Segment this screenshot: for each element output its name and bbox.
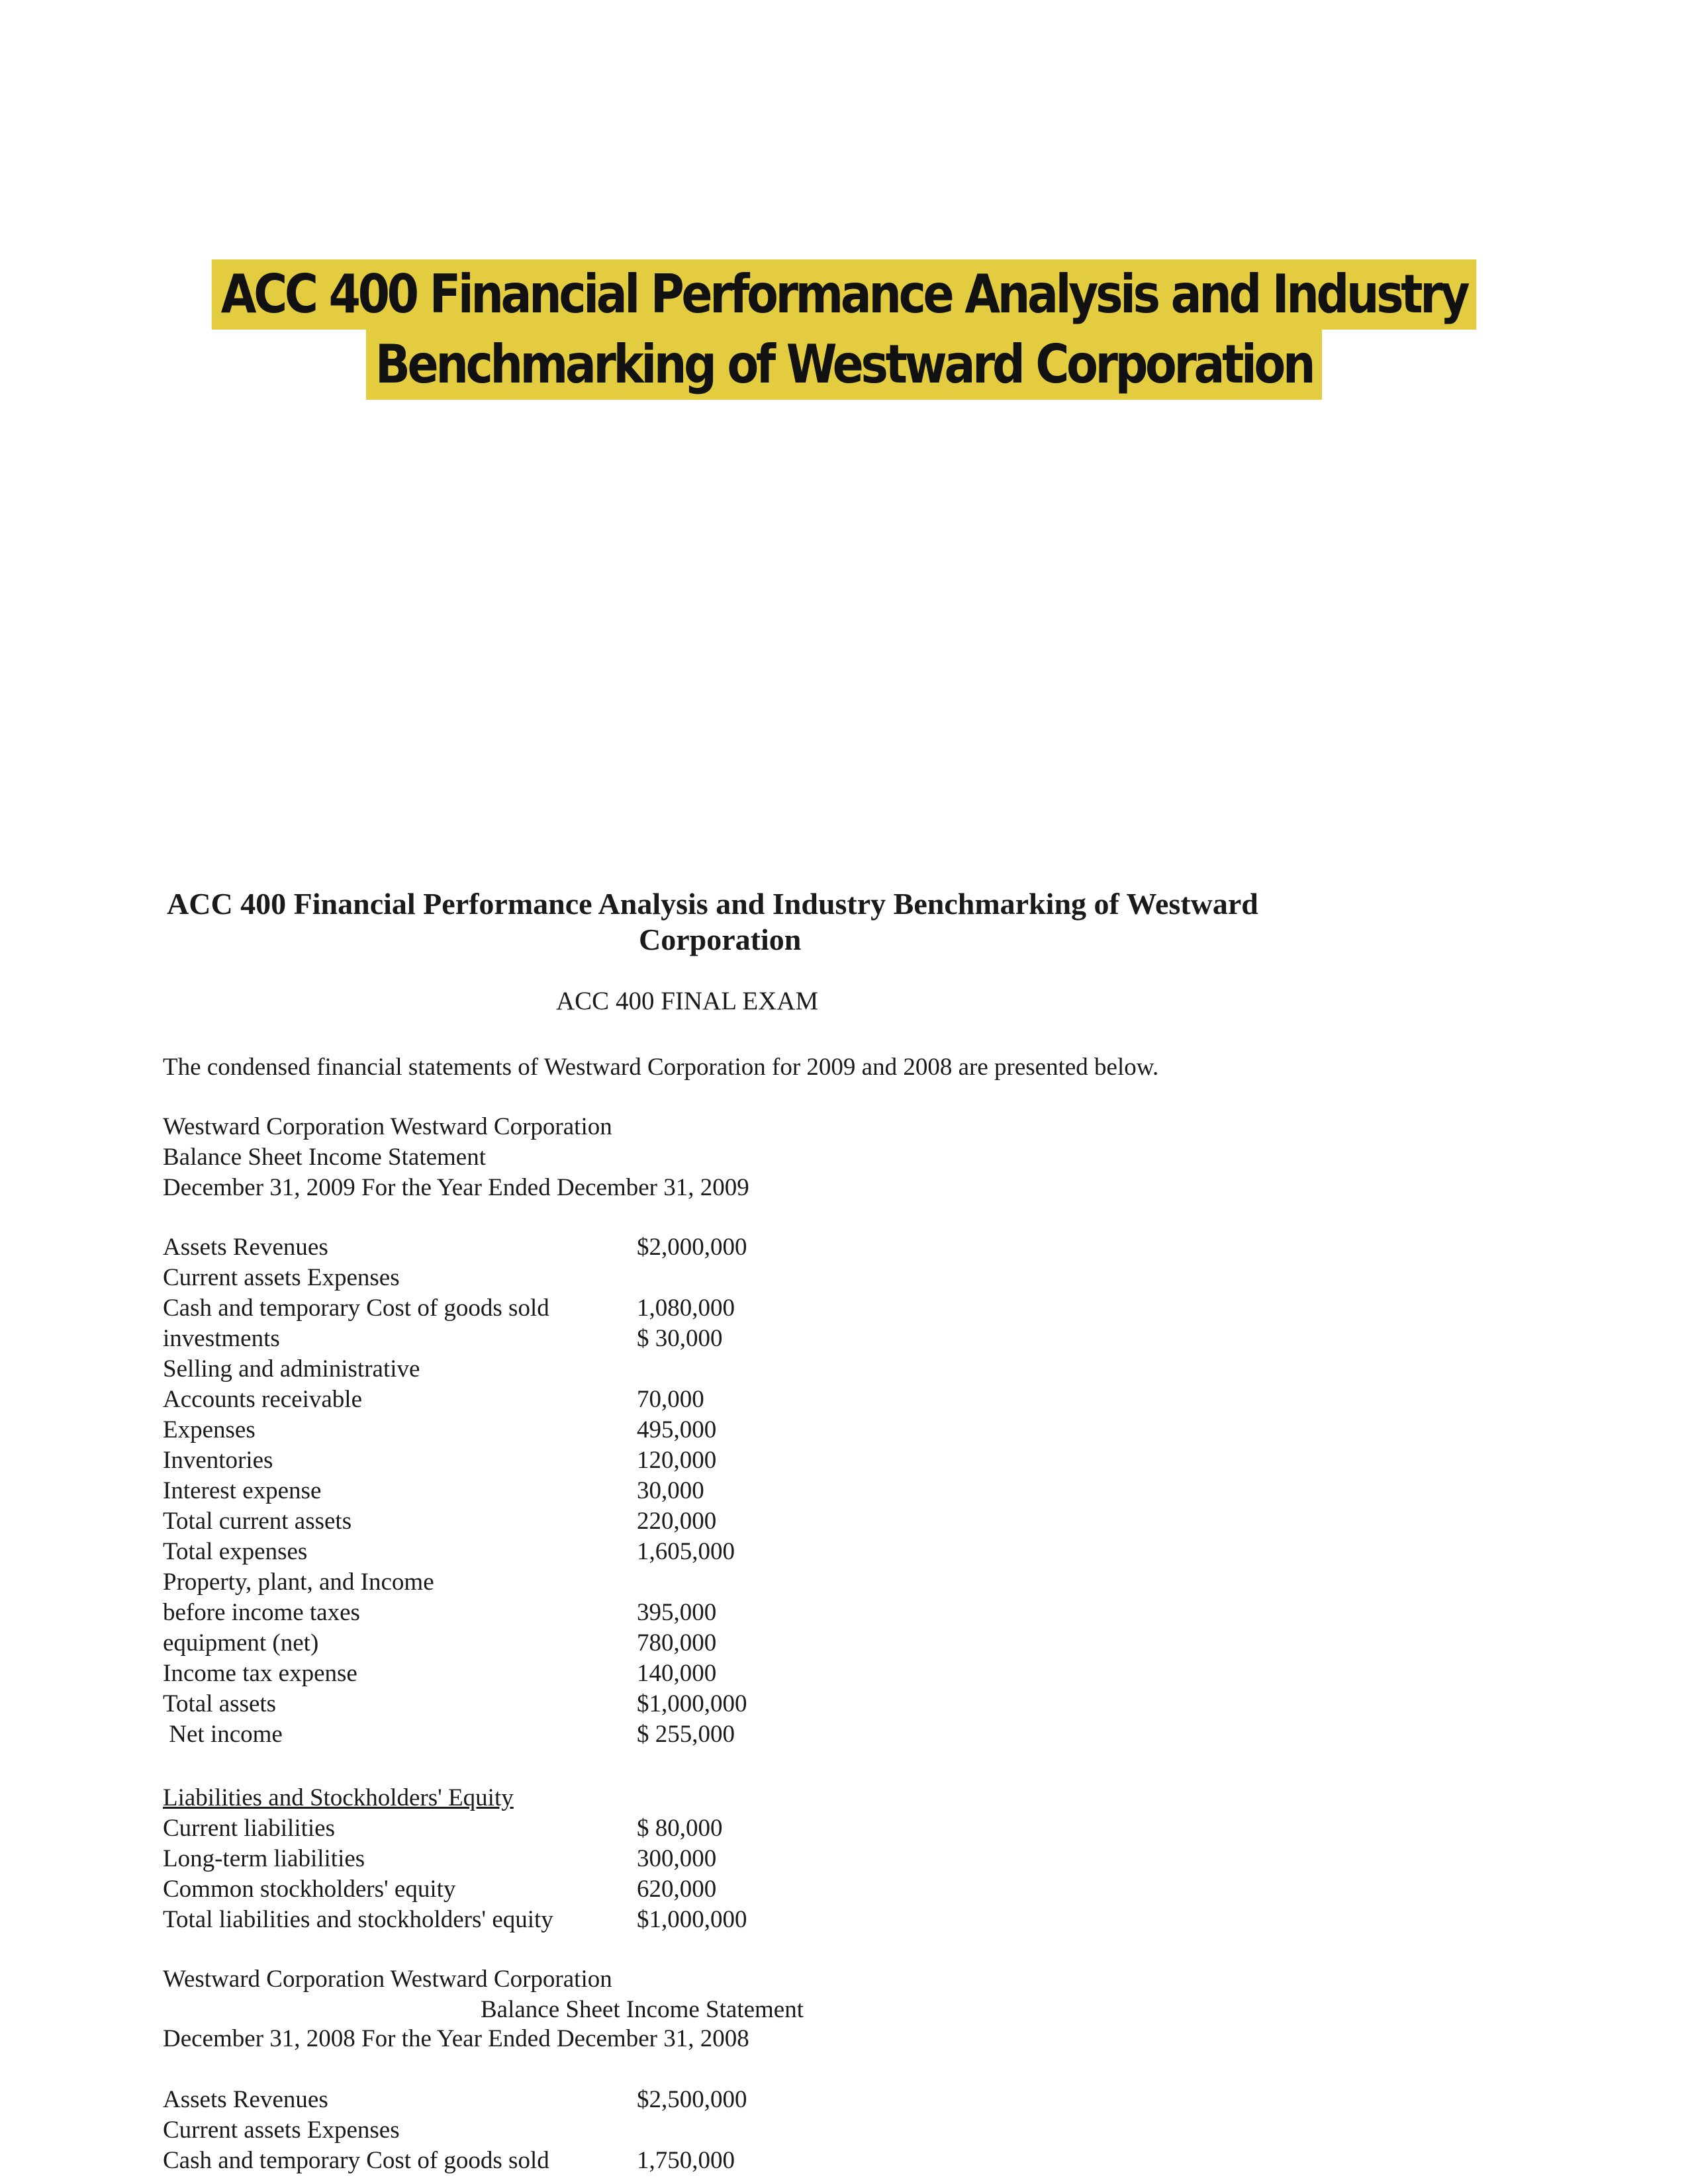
document-title-line-1: ACC 400 Financial Performance Analysis and Industry Benchmarking of Westward xyxy=(167,887,1258,921)
row-value: $1,000,000 xyxy=(637,1906,747,1933)
row-value: 495,000 xyxy=(637,1416,717,1443)
row-value: $1,000,000 xyxy=(637,1690,747,1717)
banner-title-line-1: ACC 400 Financial Performance Analysis and Industry xyxy=(212,259,1476,330)
row-label: Cash and temporary Cost of goods sold xyxy=(163,1295,549,1322)
row-value: 395,000 xyxy=(637,1599,717,1626)
row-value: 300,000 xyxy=(637,1845,717,1872)
row-value: 620,000 xyxy=(637,1876,717,1903)
row-value: $2,000,000 xyxy=(637,1234,747,1261)
statement-row xyxy=(163,1293,1487,1324)
row-label: Total liabilities and stockholders' equity xyxy=(163,1906,553,1933)
statement-row xyxy=(163,1874,1487,1905)
statement-row xyxy=(163,1628,1487,1659)
row-label: Total expenses xyxy=(163,1538,308,1565)
row-label: Income tax expense xyxy=(163,1660,357,1687)
row-value: 220,000 xyxy=(637,1508,717,1535)
liabilities-heading: Liabilities and Stockholders' Equity xyxy=(163,1784,514,1811)
banner-title-line-2: Benchmarking of Westward Corporation xyxy=(366,330,1322,400)
row-label: Total current assets xyxy=(163,1508,352,1535)
row-value: $ 80,000 xyxy=(637,1815,723,1842)
intro-paragraph: The condensed financial statements of Westward Corporation for 2009 and 2008 are presented below. xyxy=(163,1054,1159,1081)
header-2008-line-3: December 31, 2008 For the Year Ended December 31, 2008 xyxy=(163,2025,749,2052)
row-value: $ 30,000 xyxy=(637,1325,723,1352)
row-label: before income taxes xyxy=(163,1599,360,1626)
row-value: 780,000 xyxy=(637,1629,717,1657)
exam-heading: ACC 400 FINAL EXAM xyxy=(556,987,819,1015)
statement-row xyxy=(163,1232,1487,1263)
row-label: Inventories xyxy=(163,1447,273,1474)
statement-row xyxy=(163,1385,1487,1415)
row-label: Property, plant, and Income xyxy=(163,1569,434,1596)
statement-row xyxy=(163,1354,1487,1385)
statement-row xyxy=(163,1324,1487,1354)
row-value: 140,000 xyxy=(637,1660,717,1687)
row-label: Accounts receivable xyxy=(163,1386,362,1413)
row-label: Total assets xyxy=(163,1690,277,1717)
row-label: investments xyxy=(163,1325,280,1352)
row-label: Common stockholders' equity xyxy=(163,1876,456,1903)
statement-row xyxy=(163,1659,1487,1689)
document-title-line-2: Corporation xyxy=(639,923,802,956)
statement-row xyxy=(163,2115,1487,2146)
header-2009-line-2: Balance Sheet Income Statement xyxy=(163,1144,487,1171)
row-label: equipment (net) xyxy=(163,1629,319,1657)
statement-row xyxy=(163,1263,1487,1293)
statement-row xyxy=(163,1813,1487,1844)
row-label: Selling and administrative xyxy=(163,1355,420,1383)
statement-row xyxy=(163,1445,1487,1476)
statement-row xyxy=(163,2146,1487,2176)
statement-row xyxy=(163,1476,1487,1506)
row-label: Interest expense xyxy=(163,1477,322,1504)
row-label: Expenses xyxy=(163,1416,256,1443)
header-2008-line-1: Westward Corporation Westward Corporation xyxy=(163,1966,612,1993)
statement-row xyxy=(163,1598,1487,1628)
row-value: 1,080,000 xyxy=(637,1295,735,1322)
row-label: Assets Revenues xyxy=(163,2086,328,2113)
row-label: Current assets Expenses xyxy=(163,2116,400,2144)
statement-row xyxy=(163,1415,1487,1445)
statement-row xyxy=(163,1844,1487,1874)
row-label: Long-term liabilities xyxy=(163,1845,365,1872)
row-value: 1,750,000 xyxy=(637,2147,735,2174)
row-value: $2,500,000 xyxy=(637,2086,747,2113)
row-label: Assets Revenues xyxy=(163,1234,328,1261)
statement-row xyxy=(163,1719,1487,1750)
row-value: 120,000 xyxy=(637,1447,717,1474)
row-value: 30,000 xyxy=(637,1477,704,1504)
row-value: $ 255,000 xyxy=(637,1721,735,1748)
row-label: Current assets Expenses xyxy=(163,1264,400,1291)
statement-row xyxy=(163,1537,1487,1567)
row-value: 70,000 xyxy=(637,1386,704,1413)
statement-row xyxy=(163,1905,1487,1935)
statement-row xyxy=(163,1567,1487,1598)
row-value: 1,605,000 xyxy=(637,1538,735,1565)
row-label: Current liabilities xyxy=(163,1815,335,1842)
row-label: Cash and temporary Cost of goods sold xyxy=(163,2147,549,2174)
header-2009-line-1: Westward Corporation Westward Corporation xyxy=(163,1113,612,1140)
header-2008-line-2: Balance Sheet Income Statement xyxy=(481,1996,804,2023)
statement-row xyxy=(163,1689,1487,1719)
header-2009-line-3: December 31, 2009 For the Year Ended December 31, 2009 xyxy=(163,1174,749,1201)
row-label: Net income xyxy=(163,1721,283,1748)
statement-row xyxy=(163,1506,1487,1537)
statement-row xyxy=(163,2085,1487,2115)
